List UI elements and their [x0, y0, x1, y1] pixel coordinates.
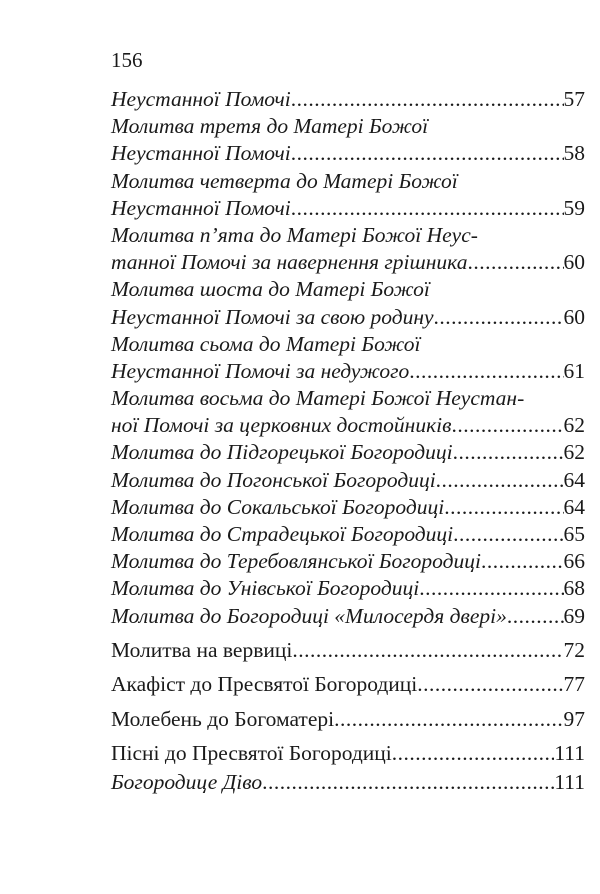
toc-entry-page: 59	[563, 195, 585, 220]
toc-entry-title: танної Помочі за навернення грішника	[111, 250, 468, 275]
toc-entry-line	[111, 168, 585, 195]
toc-entry	[111, 467, 585, 494]
dot-leader	[334, 705, 563, 735]
toc-entry-page: 72	[563, 637, 585, 662]
toc-entry-page: 60	[563, 250, 585, 275]
toc-entry-title: Молитва до Підгорецької Богородиці	[111, 440, 453, 465]
toc-entry-line	[111, 385, 585, 412]
dot-leader	[451, 412, 563, 439]
toc-entry	[111, 769, 585, 795]
toc-entry	[111, 304, 585, 331]
toc-entry-title: Молитва восьма до Матері Божої Неустан-	[111, 386, 525, 411]
toc-entry-page: 111	[554, 741, 585, 766]
dot-leader	[291, 140, 564, 167]
toc-entry-title: Молитва до Унівської Богородиці	[111, 576, 420, 601]
toc-entry-line	[111, 331, 585, 358]
toc-entry-page: 97	[563, 706, 585, 731]
toc-entry-page: 69	[563, 603, 585, 628]
dot-leader	[409, 358, 563, 385]
dot-leader	[453, 439, 564, 466]
toc-entry-line	[111, 113, 585, 140]
toc-entry-title: Неустанної Помочі за недужого	[111, 358, 410, 383]
dot-leader	[291, 86, 564, 113]
toc-entry-page: 65	[563, 522, 585, 546]
dot-leader	[467, 249, 563, 276]
dot-leader	[417, 670, 563, 700]
toc-entry-title: Неустанної Помочі	[111, 87, 291, 111]
toc-entry	[111, 140, 585, 167]
toc-entry-title: ної Помочі за церковних достойників	[111, 413, 452, 438]
toc-entry	[111, 439, 585, 466]
page-number: 156	[111, 48, 143, 72]
toc-entry-title: Неустанної Помочі	[111, 141, 291, 166]
toc-entry	[111, 548, 585, 575]
toc-entry-title: Молебень до Богоматері	[111, 706, 335, 731]
toc-entry	[111, 705, 585, 735]
toc-entry	[111, 494, 585, 521]
dot-leader	[292, 636, 563, 666]
toc-entry-title: Молитва до Теребовлянської Богородиці	[111, 549, 481, 574]
dot-leader	[444, 494, 563, 521]
toc-entry-page: 62	[563, 440, 585, 465]
toc-entry-title: Молитва третя до Матері Божої	[111, 114, 429, 139]
toc-entry	[111, 249, 585, 276]
toc-entry-title: Молитва п’ята до Матері Божої Неус-	[111, 222, 478, 247]
toc-entry-page: 57	[563, 87, 585, 111]
toc-entry-title: Неустанної Помочі	[111, 195, 291, 220]
toc-entry-page: 60	[563, 304, 585, 329]
toc-entry-title: Молитва до Страдецької Богородиці	[111, 522, 454, 546]
toc-entry-page: 77	[563, 672, 585, 697]
dot-leader	[507, 603, 564, 630]
toc-entry-title: Неустанної Помочі за свою родину	[111, 304, 434, 329]
toc-entry-title: Молитва четверта до Матері Божої	[111, 168, 458, 193]
toc-entry-page: 61	[563, 358, 585, 383]
toc-entry-title: Пісні до Пресвятої Богородиці	[111, 741, 392, 766]
toc-entry	[111, 739, 585, 769]
toc-entry	[111, 603, 585, 630]
toc-entry-page: 66	[563, 549, 585, 574]
toc-entry	[111, 195, 585, 222]
toc-entry-page: 64	[563, 467, 585, 492]
dot-leader	[434, 304, 564, 331]
toc-entry-line	[111, 222, 585, 249]
toc-entry-title: Молитва шоста до Матері Божої	[111, 277, 430, 302]
toc-entry	[111, 358, 585, 385]
toc-entry-page: 58	[563, 141, 585, 166]
toc-entry-page: 62	[563, 413, 585, 438]
table-of-contents	[111, 86, 585, 795]
toc-entry	[111, 636, 585, 666]
dot-leader	[436, 467, 564, 494]
toc-entry	[111, 670, 585, 700]
dot-leader	[481, 548, 564, 575]
dot-leader	[392, 739, 555, 769]
toc-entry-title: Богородице Діво	[111, 769, 263, 794]
dot-leader	[453, 521, 563, 548]
toc-entry-title: Молитва до Сокальської Богородиці	[111, 494, 445, 519]
toc-entry	[111, 86, 585, 113]
toc-entry	[111, 521, 585, 548]
toc-entry-title: Молитва сьома до Матері Божої	[111, 331, 421, 356]
toc-entry-title: Молитва до Богородиці «Милосердя двері»	[111, 603, 507, 628]
dot-leader	[291, 195, 564, 222]
toc-entry-title: Молитва на вервиці	[111, 637, 293, 662]
dot-leader	[419, 575, 563, 602]
toc-entry-line	[111, 276, 585, 303]
toc-entry-page: 64	[563, 494, 585, 519]
toc-entry-page: 111	[554, 769, 585, 794]
toc-entry-title: Молитва до Погонської Богородиці	[111, 467, 436, 492]
toc-entry-page: 68	[563, 576, 585, 601]
toc-entry	[111, 412, 585, 439]
toc-entry	[111, 575, 585, 602]
toc-entry-title: Акафіст до Пресвятої Богородиці	[111, 672, 418, 697]
dot-leader	[262, 769, 554, 795]
